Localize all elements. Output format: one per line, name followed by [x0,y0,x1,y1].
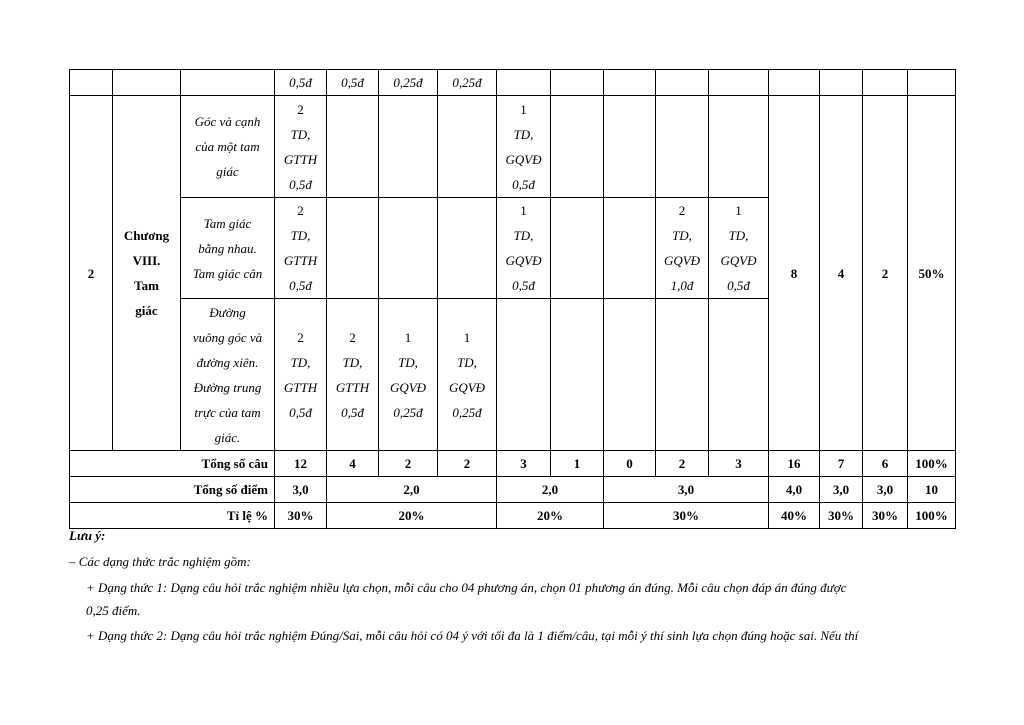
empty-cell [604,70,656,96]
empty-cell [656,299,709,451]
notes-title: Lưu ý: [69,528,106,543]
total-cell: 3 [709,451,769,477]
total-cell: 2,0 [327,477,497,503]
empty-cell [709,299,769,451]
total-cell: 20% [327,503,497,529]
total-cell: 2 [656,451,709,477]
notes-line: – Các dạng thức trắc nghiệm gồm: [69,554,251,569]
empty-cell [70,70,113,96]
ratio-label: Tỉ lệ % [70,503,275,529]
total-cell: 6 [863,451,908,477]
total-cell: 3,0 [275,477,327,503]
total-cell: 30% [820,503,863,529]
summary-cell: 50% [908,96,956,451]
empty-cell [863,70,908,96]
empty-cell [551,299,604,451]
empty-cell [908,70,956,96]
total-cell: 3,0 [820,477,863,503]
lesson-name: Góc và cạnh của một tam giác [181,96,275,198]
empty-cell [604,198,656,299]
total-cell: 3,0 [863,477,908,503]
empty-cell [656,96,709,198]
empty-cell [438,96,497,198]
empty-cell [181,70,275,96]
total-cell: 10 [908,477,956,503]
total-cell: 1 [551,451,604,477]
total-cell: 30% [275,503,327,529]
total-cell: 0 [604,451,656,477]
question-cell: 1 TD, GQVĐ 0,5đ [497,198,551,299]
total-cell: 2,0 [497,477,604,503]
table-row [70,96,956,198]
empty-cell [327,198,379,299]
score-cell: 0,25đ [379,70,438,96]
question-cell: 1 TD, GQVĐ 0,25đ [438,299,497,451]
total-cell: 30% [863,503,908,529]
empty-cell [497,70,551,96]
question-cell: 1 TD, GQVĐ 0,5đ [497,96,551,198]
lesson-name: Đường vuông góc và đường xiên. Đường trung trực của tam giác. [181,299,275,451]
empty-cell [551,70,604,96]
total-cell: 30% [604,503,769,529]
score-cell: 0,5đ [275,70,327,96]
empty-cell [709,70,769,96]
total-cell: 4 [327,451,379,477]
question-cell: 2 TD, GQVĐ 1,0đ [656,198,709,299]
question-cell: 2 TD, GTTH 0,5đ [275,299,327,451]
summary-cell: 2 [863,96,908,451]
summary-cell: 8 [769,96,820,451]
total-cell: 3 [497,451,551,477]
empty-cell [551,96,604,198]
empty-cell [656,70,709,96]
score-cell: 0,25đ [438,70,497,96]
total-cell: 4,0 [769,477,820,503]
total-questions-row [70,451,956,477]
empty-cell [497,299,551,451]
table-row [70,70,956,96]
empty-cell [113,70,181,96]
total-cell: 7 [820,451,863,477]
total-cell: 3,0 [604,477,769,503]
question-cell: 1 TD, GQVĐ 0,5đ [709,198,769,299]
total-points-row [70,477,956,503]
empty-cell [820,70,863,96]
total-cell: 2 [379,451,438,477]
empty-cell [379,198,438,299]
notes-line: 0,25 điểm. [86,603,141,618]
assessment-matrix-table [69,69,956,529]
total-cell: 2 [438,451,497,477]
question-cell: 1 TD, GQVĐ 0,25đ [379,299,438,451]
empty-cell [604,96,656,198]
ratio-row [70,503,956,529]
empty-cell [379,96,438,198]
empty-cell [769,70,820,96]
summary-cell: 4 [820,96,863,451]
empty-cell [604,299,656,451]
total-cell: 20% [497,503,604,529]
empty-cell [438,198,497,299]
empty-cell [709,96,769,198]
total-cell: 16 [769,451,820,477]
question-cell: 2 TD, GTTH 0,5đ [275,198,327,299]
chapter-number: 2 [70,96,113,451]
total-cell: 100% [908,451,956,477]
chapter-name: Chương VIII. Tam giác [113,96,181,451]
question-cell: 2 TD, GTTH 0,5đ [275,96,327,198]
notes-line: + Dạng thức 1: Dạng câu hỏi trắc nghiệm nhiều lựa chọn, mỗi câu cho 04 phương án, chọn 01 phương án đúng. Mỗi câu chọn đáp án đúng được [86,580,847,595]
total-questions-label: Tổng số câu [70,451,275,477]
total-cell: 40% [769,503,820,529]
notes-line: + Dạng thức 2: Dạng câu hỏi trắc nghiệm Đúng/Sai, mỗi câu hỏi có 04 ý với tối đa là 1 điểm/câu, tại mỗi ý thí sinh lựa chọn đúng hoặc sai. Nếu thí [86,628,859,643]
empty-cell [551,198,604,299]
score-cell: 0,5đ [327,70,379,96]
empty-cell [327,96,379,198]
question-cell: 2 TD, GTTH 0,5đ [327,299,379,451]
total-cell: 100% [908,503,956,529]
total-points-label: Tổng số điểm [70,477,275,503]
lesson-name: Tam giác bằng nhau. Tam giác cân [181,198,275,299]
total-cell: 12 [275,451,327,477]
